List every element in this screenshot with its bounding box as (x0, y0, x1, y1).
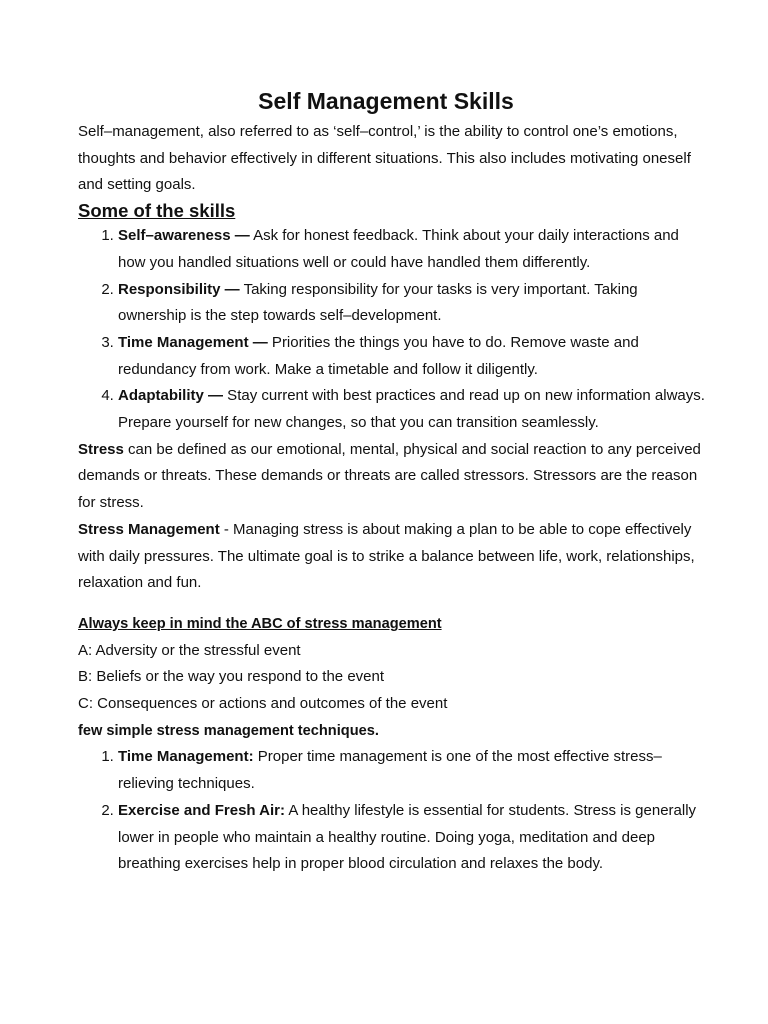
stress-paragraph (78, 437, 708, 517)
techniques-heading: few simple stress management techniques. (78, 722, 379, 739)
skills-list (78, 223, 708, 437)
skills-heading: Some of the skills (78, 200, 236, 222)
stress-management-term: Stress Management (78, 520, 220, 538)
stress-text: can be defined as our emotional, mental, physical and social reaction to any perceived demands or threats. These demands or threats are called stressors. Stressors are the reason for stress. (78, 440, 701, 512)
spacer (78, 597, 708, 611)
intro-paragraph: Self–management, also referred to as ‘self–control,’ is the ability to control one’s emotions, thoughts and behavior effectively in different situations. This also includes motivating oneself and setting goals. (78, 123, 691, 194)
abc-item-a: A: Adversity or the stressful event (78, 641, 301, 659)
skill-text: Taking responsibility for your tasks is very important. Taking ownership is the step towards self–development. (118, 280, 638, 325)
technique-text: A healthy lifestyle is essential for students. Stress is generally lower in people who maintain a healthy routine. Doing yoga, meditation and deep breathing exercises help in proper blood circulation and relaxes the body. (118, 801, 697, 873)
list-item (118, 223, 708, 276)
skill-term: Self–awareness — (118, 227, 250, 245)
abc-heading: Always keep in mind the ABC of stress management (78, 615, 442, 632)
abc-item-b: B: Beliefs or the way you respond to the event (78, 668, 385, 686)
abc-item-c: C: Consequences or actions and outcomes of the event (78, 695, 448, 713)
skill-term: Responsibility — (118, 280, 240, 298)
skill-text: Stay current with best practices and read up on new information always. Prepare yourself for new changes, so that you can transition seamlessly. (118, 387, 705, 432)
stress-management-paragraph (78, 517, 708, 597)
stress-term: Stress (78, 440, 124, 458)
technique-term: Time Management: (118, 748, 254, 766)
list-item (118, 383, 708, 436)
skill-text: Priorities the things you have to do. Remove waste and redundancy from work. Make a timetable and follow it diligently. (118, 333, 639, 378)
techniques-list (78, 744, 708, 878)
skill-text: Ask for honest feedback. Think about your daily interactions and how you handled situations well or could have handled them differently. (118, 227, 679, 271)
list-item (118, 277, 708, 330)
skill-term: Time Management — (118, 333, 268, 351)
stress-management-text: - Managing stress is about making a plan to be able to cope effectively with daily pressures. The ultimate goal is to strike a balance between life, work, relationships, relaxation and fun. (78, 520, 695, 592)
page-title: Self Management Skills (258, 88, 514, 114)
list-item (118, 330, 708, 383)
technique-term: Exercise and Fresh Air: (118, 801, 286, 819)
technique-text: Proper time management is one of the most effective stress–relieving techniques. (118, 748, 662, 793)
list-item (118, 744, 708, 797)
list-item (118, 798, 708, 878)
skill-term: Adaptability — (118, 387, 224, 405)
